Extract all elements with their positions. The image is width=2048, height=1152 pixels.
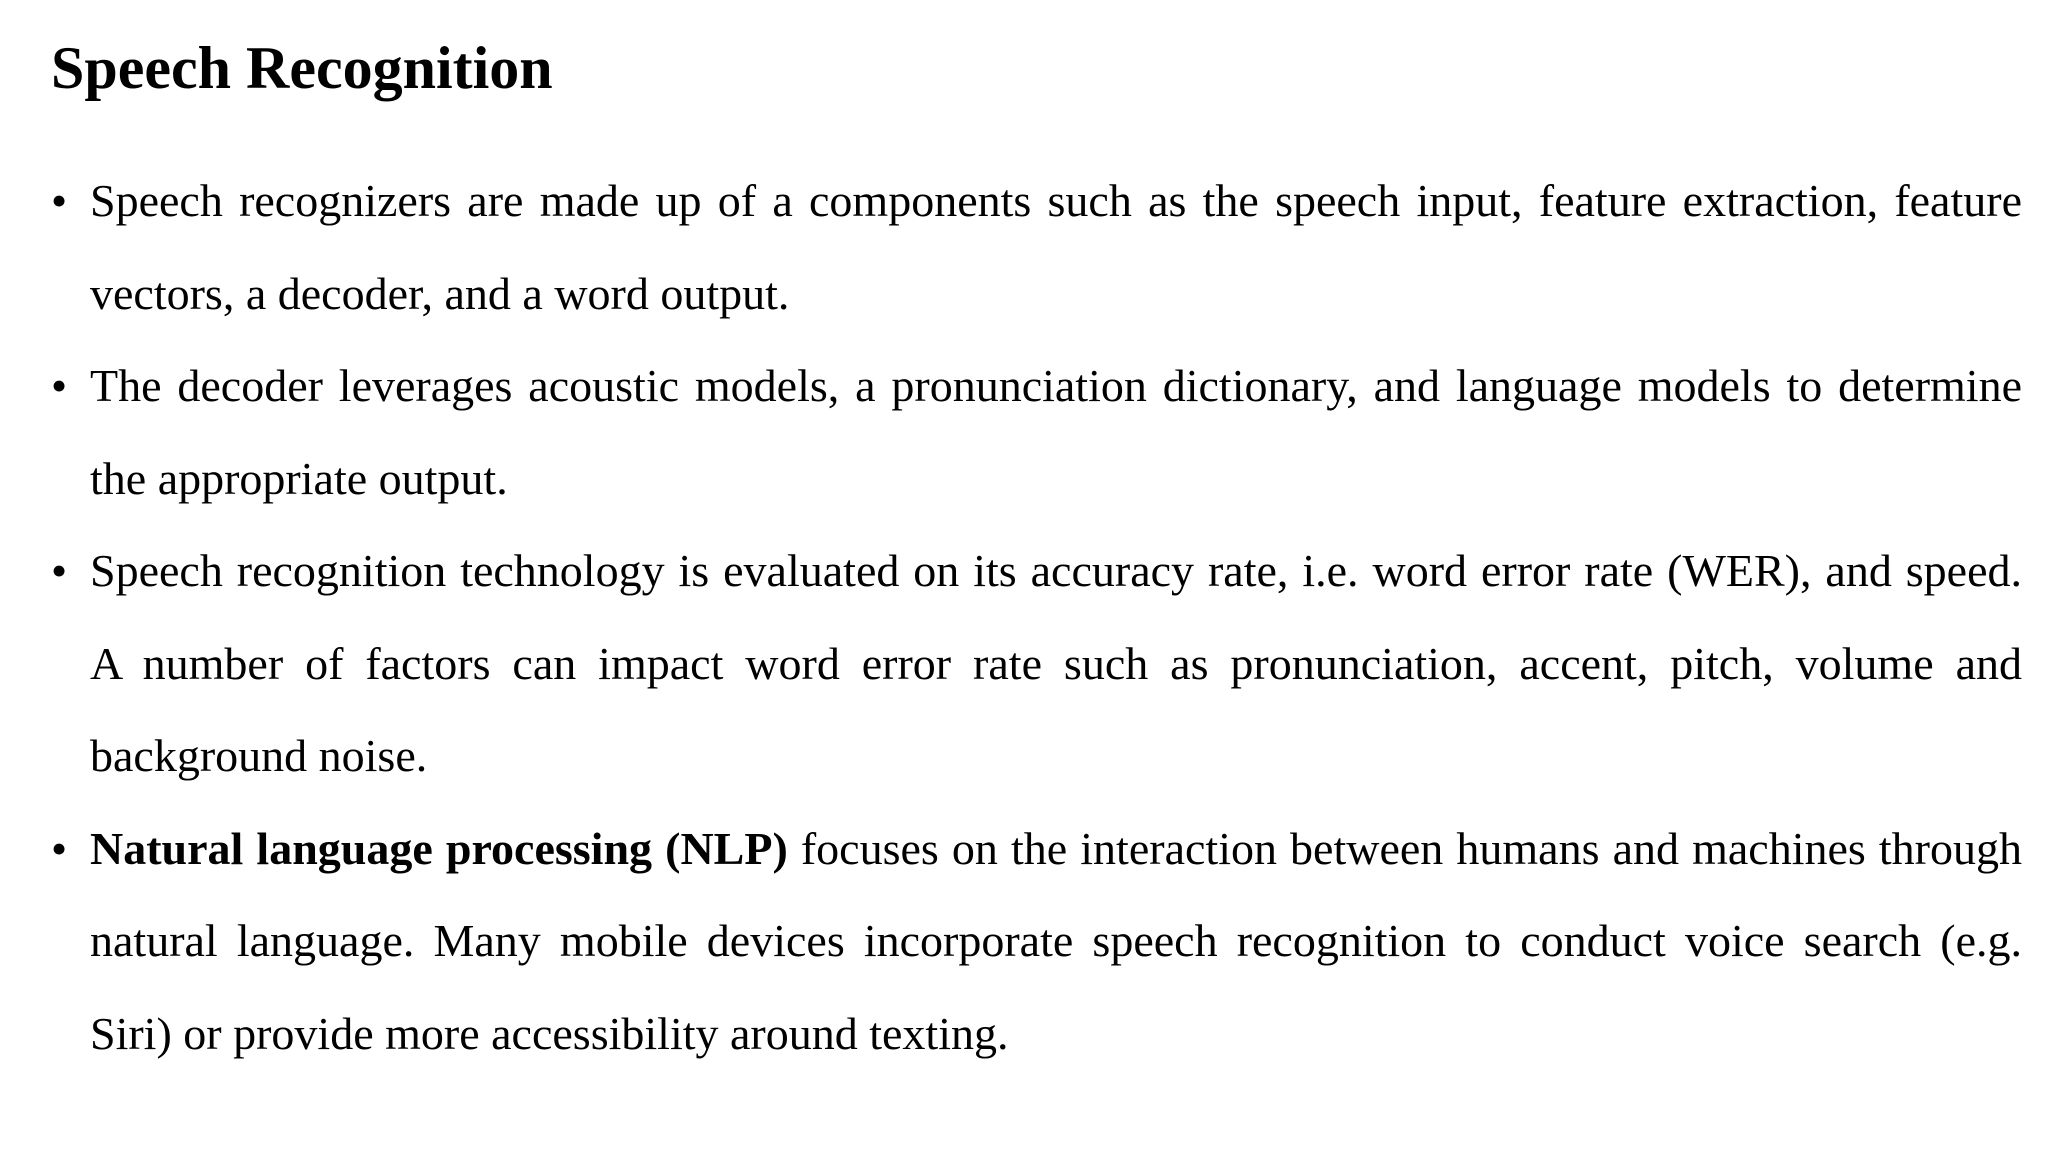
bullet-text: The decoder leverages acoustic models, a pronunciation dictionary, and language models to determine the appropriate output. [90,360,2022,504]
bullet-icon: • [51,360,68,411]
bullet-icon: • [51,175,68,226]
bullet-item-decoder [51,340,2022,525]
bullet-text: focuses on the interaction between humans and machines through natural language. Many mobile devices incorporate speech recognition to conduct voice search (e.g. Siri) or provide more accessibility around texting. [90,822,2022,1059]
bullet-list [51,155,2022,1080]
bullet-item-accuracy [51,525,2022,803]
bullet-text: Speech recognizers are made up of a components such as the speech input, feature extraction, feature vectors, a decoder, and a word output. [90,175,2022,319]
bullet-icon: • [51,545,68,596]
bullet-text: Speech recognition technology is evaluated on its accuracy rate, i.e. word error rate (WER), and speed. A number of factors can impact word error rate such as pronunciation, accent, pitch, volume and background noise. [90,545,2022,781]
nlp-term: Natural language processing (NLP) [90,822,788,874]
bullet-item-speech-recognizers [51,155,2022,340]
bullet-icon: • [51,822,68,874]
bullet-item-nlp [51,803,2022,1081]
slide-title: Speech Recognition [51,35,553,101]
